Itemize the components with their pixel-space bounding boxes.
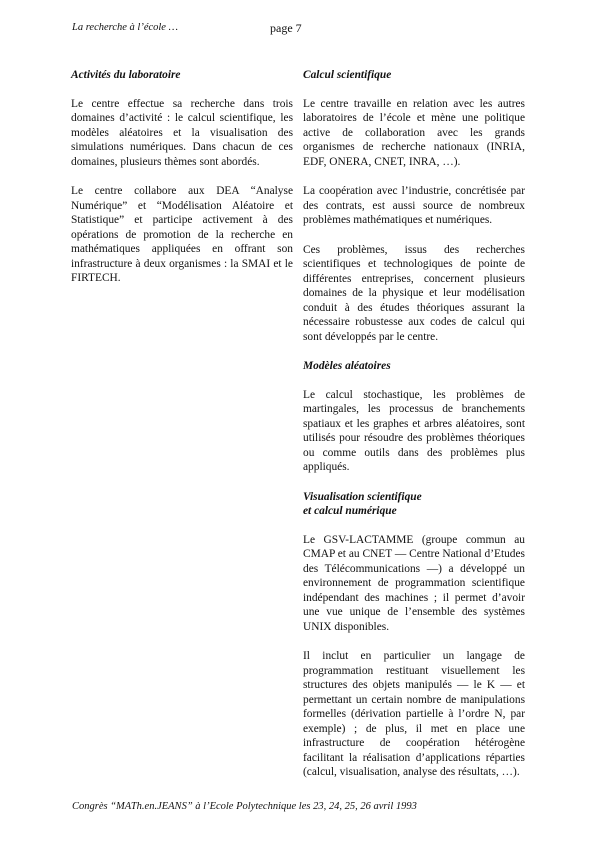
page-number: page 7 [270, 21, 302, 35]
paragraph: Il inclut en particulier un langage de programmation restituant visuellement les structures des objets manipulés — le K — et permettant un certain nombre de manipulations formelles (dérivation partielle à l’ordre N, par exemple) ; de plus, il met en place une infrastructure de coopération hétérogène facilitant la réalisation d’applications réparties (calcul, visualisation, analyse des résultats, …). [303, 650, 525, 778]
paragraph: Le calcul stochastique, les problèmes de martingales, les processus de branchements spatiaux et les graphes et arbres aléatoires, sont utilisés pour résoudre des problèmes théoriques ou comme outils dans des problèmes plus appliqués. [303, 388, 525, 473]
heading-line: Visualisation scientifique [303, 490, 422, 503]
section-heading-modeles: Modèles aléatoires [303, 360, 391, 372]
paragraph: Le GSV-LACTAMME (groupe commun au CMAP et au CNET — Centre National d’Etudes des Télécommunications —) a développé un environnement de programmation scientifique indépendant des machines ; il permet d’avoir une vue unique de l’ensemble des systèmes UNIX disponibles. [303, 533, 525, 633]
section-heading-visualisation [303, 490, 525, 519]
footer-note: Congrès “MATh.en.JEANS” à l’Ecole Polytechnique les 23, 24, 25, 26 avril 1993 [72, 801, 417, 812]
paragraph: Le centre travaille en relation avec les autres laboratoires de l’école et mène une politique active de collaboration avec les grands organismes de recherche nationaux (INRIA, EDF, ONERA, CNET, INRA, …). [303, 97, 525, 168]
section-heading-activites: Activités du laboratoire [71, 69, 181, 81]
left-column [71, 68, 293, 301]
running-title: La recherche à l’école … [72, 22, 178, 33]
paragraph: Ces problèmes, issus des recherches scientifiques et technologiques de pointe de différentes entreprises, concernent plusieurs domaines de la physique et leur modélisation conduit à des études théoriques assurant la nécessaire robustesse aux codes de calcul qui sont développés par le centre. [303, 243, 525, 343]
heading-line: et calcul numérique [303, 505, 397, 517]
paragraph: Le centre effectue sa recherche dans trois domaines d’activité : le calcul scientifique, les modèles aléatoires et la visualisation des simulations numériques. Dans chacun de ces domaines, plusieurs thèmes sont abordés. [71, 97, 293, 168]
right-column [303, 68, 525, 795]
paragraph: Le centre collabore aux DEA “Analyse Numérique” et “Modélisation Aléatoire et Statistique” et participe activement à des opérations de promotion de la recherche en mathématiques appliquées en offrant son infrastructure à deux organismes : la SMAI et le FIRTECH. [71, 185, 293, 284]
paragraph: La coopération avec l’industrie, concrétisée par des contrats, est aussi source de nombreux problèmes mathématiques et numériques. [303, 185, 525, 226]
section-heading-calcul: Calcul scientifique [303, 69, 392, 81]
